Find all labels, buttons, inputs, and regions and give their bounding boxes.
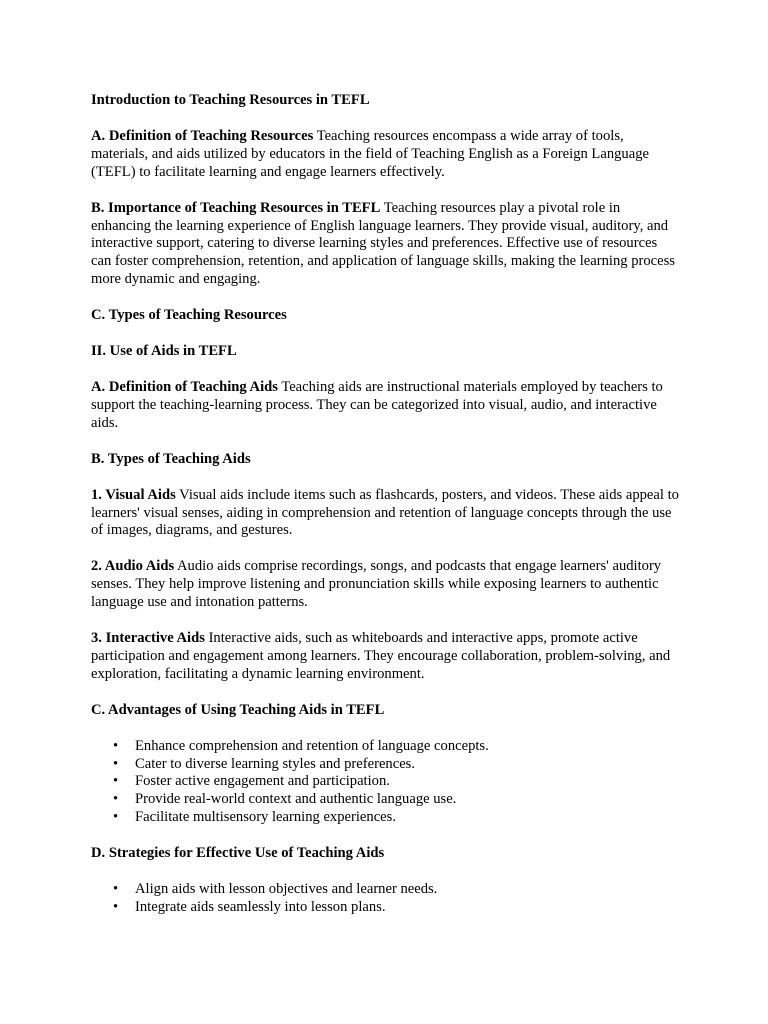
- section-body: Teaching aids are instructional materials employed by teachers to support the teaching-learning process. They can be categorized into visual, audio, and interactive aids.: [91, 378, 663, 431]
- section-visual-aids: [91, 487, 681, 541]
- section-heading: 3. Interactive Aids: [91, 630, 205, 647]
- advantages-list: [91, 738, 681, 828]
- strategies-list: [91, 881, 681, 917]
- section-types-aids-heading: B. Types of Teaching Aids: [91, 450, 251, 467]
- section-body: Interactive aids, such as whiteboards and interactive apps, promote active participation and engagement among learners. They encourage collaboration, problem-solving, and exploration, facilitating a dynamic learning environment.: [91, 630, 671, 682]
- section-heading: A. Definition of Teaching Resources: [91, 127, 314, 144]
- list-item: • Integrate aids seamlessly into lesson plans.: [113, 899, 386, 915]
- section-body: Teaching resources encompass a wide array of tools, materials, and aids utilized by educators in the field of Teaching English as a Foreign Language (TEFL) to facilitate learning and engage learners effectively.: [91, 127, 649, 180]
- bullet-icon: •: [113, 899, 119, 915]
- bullet-icon: •: [113, 809, 119, 826]
- section-body: Audio aids comprise recordings, songs, and podcasts that engage learners' auditory senses. They help improve listening and pronunciation skills while exposing learners to authentic language use and intonation patterns.: [91, 558, 662, 611]
- bullet-icon: •: [113, 755, 119, 772]
- section-body: Visual aids include items such as flashcards, posters, and videos. These aids appeal to learners' visual senses, aiding in comprehension and retention of language concepts through the use of images, diagrams, and gestures.: [91, 486, 679, 539]
- section-body: Teaching resources play a pivotal role in enhancing the learning experience of English language learners. They provide visual, auditory, and interactive support, catering to diverse learning styles and preferences. Effective use of resources can foster comprehension, retention, and application of language skills, making the learning process more dynamic and engaging.: [91, 199, 675, 288]
- list-item: • Foster active engagement and participation.: [113, 773, 390, 790]
- list-item: • Facilitate multisensory learning experiences.: [113, 809, 396, 826]
- document-page: [91, 92, 681, 935]
- section-types-resources-heading: C. Types of Teaching Resources: [91, 307, 287, 324]
- bullet-icon: •: [113, 773, 119, 790]
- section-heading: A. Definition of Teaching Aids: [91, 378, 278, 395]
- section-interactive-aids: [91, 630, 681, 684]
- list-item: • Provide real-world context and authentic language use.: [113, 791, 457, 808]
- document-title: Introduction to Teaching Resources in TEFL: [91, 92, 370, 108]
- bullet-icon: •: [113, 791, 119, 808]
- section-audio-aids: [91, 558, 681, 612]
- list-item: • Align aids with lesson objectives and learner needs.: [113, 881, 438, 898]
- section-heading: 1. Visual Aids: [91, 486, 176, 503]
- bullet-icon: •: [113, 737, 119, 754]
- section-advantages-heading: C. Advantages of Using Teaching Aids in TEFL: [91, 701, 385, 718]
- section-heading: B. Importance of Teaching Resources in TEFL: [91, 199, 381, 216]
- section-heading: 2. Audio Aids: [91, 558, 175, 575]
- section-definition-aids: [91, 379, 681, 433]
- list-item: • Cater to diverse learning styles and preferences.: [113, 755, 416, 772]
- list-item: • Enhance comprehension and retention of language concepts.: [113, 737, 489, 754]
- section-strategies-heading: D. Strategies for Effective Use of Teaching Aids: [91, 845, 385, 862]
- section-use-of-aids-heading: II. Use of Aids in TEFL: [91, 343, 237, 360]
- bullet-icon: •: [113, 881, 119, 898]
- section-definition-resources: [91, 128, 681, 182]
- section-importance-resources: [91, 200, 681, 290]
